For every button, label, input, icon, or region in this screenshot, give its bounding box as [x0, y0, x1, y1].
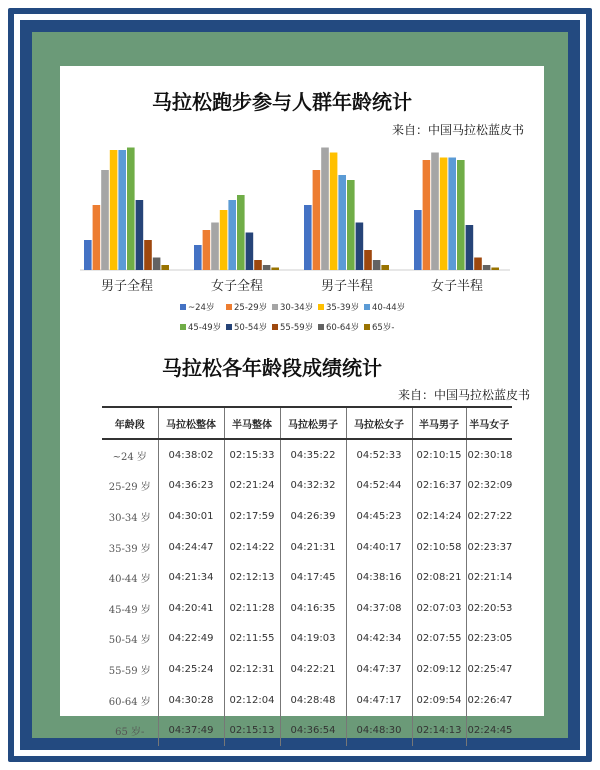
column-header: 马拉松男子: [280, 407, 346, 439]
table-cell: 04:28:48: [280, 685, 346, 716]
table-cell: 02:26:47: [466, 685, 512, 716]
bar: [474, 258, 482, 271]
bar: [220, 210, 228, 270]
bar: [321, 148, 329, 271]
legend-swatch: [318, 304, 324, 310]
bar: [254, 260, 262, 270]
table-cell: 02:10:58: [412, 532, 466, 563]
table-cell: 02:21:14: [466, 562, 512, 593]
bar: [483, 265, 491, 270]
column-header: 半马整体: [224, 407, 280, 439]
table-cell: 04:52:44: [346, 471, 412, 502]
table-cell: 02:16:37: [412, 471, 466, 502]
bar: [423, 160, 431, 270]
bar: [144, 240, 152, 270]
table-cell: 02:20:53: [466, 593, 512, 624]
bar: [161, 265, 169, 270]
bar: [364, 250, 372, 270]
table-cell: 02:10:15: [412, 439, 466, 471]
table-cell: 45-49 岁: [108, 604, 151, 616]
column-header: 年龄段: [102, 407, 158, 439]
bar: [431, 153, 439, 271]
bar: [271, 268, 279, 271]
bar: [136, 200, 144, 270]
bar: [313, 170, 321, 270]
legend-swatch: [180, 304, 186, 310]
legend-swatch: [226, 304, 232, 310]
table-cell: 02:30:18: [466, 439, 512, 471]
table-cell: 02:17:59: [224, 501, 280, 532]
table-source: 来自：中国马拉松蓝皮书: [397, 388, 530, 402]
table-cell: 02:09:54: [412, 685, 466, 716]
table-cell: 04:21:31: [280, 532, 346, 563]
table-row: [102, 593, 512, 624]
table-cell: 02:08:21: [412, 562, 466, 593]
table-cell: 04:20:41: [158, 593, 224, 624]
bar: [194, 245, 202, 270]
bar: [101, 170, 109, 270]
table-cell: 02:14:22: [224, 532, 280, 563]
legend-swatch: [180, 324, 186, 330]
bar: [414, 210, 422, 270]
table-cell: 02:25:47: [466, 654, 512, 685]
table-cell: 02:21:24: [224, 471, 280, 502]
x-tick-label: 女子半程: [430, 279, 484, 294]
bar: [153, 258, 161, 271]
chart-source: 来自：中国马拉松蓝皮书: [391, 123, 524, 137]
table-cell: 02:23:05: [466, 624, 512, 655]
table-cell: 02:12:31: [224, 654, 280, 685]
table-cell: 04:52:33: [346, 439, 412, 471]
table-cell: 02:15:13: [224, 715, 280, 746]
bar: [203, 230, 211, 270]
legend-label: 40-44岁: [372, 303, 406, 313]
table-cell: 02:09:12: [412, 654, 466, 685]
table-cell: 04:36:23: [158, 471, 224, 502]
table-cell: 04:45:23: [346, 501, 412, 532]
table-body: [102, 439, 512, 746]
column-header: 马拉松女子: [346, 407, 412, 439]
table-cell: 04:47:37: [346, 654, 412, 685]
table-cell: 04:35:22: [280, 439, 346, 471]
table-cell: 02:11:55: [224, 624, 280, 655]
bar: [237, 195, 245, 270]
table-cell: 65 岁-: [115, 727, 145, 739]
x-tick-label: 男子全程: [100, 279, 154, 294]
results-table: [102, 406, 512, 746]
table-row: [102, 501, 512, 532]
table-cell: 60-64 岁: [108, 696, 151, 708]
table-cell: 04:26:39: [280, 501, 346, 532]
table-cell: 02:12:04: [224, 685, 280, 716]
table-cell: 04:16:35: [280, 593, 346, 624]
table-cell: 04:40:17: [346, 532, 412, 563]
bar: [330, 153, 338, 271]
table-cell: 02:15:33: [224, 439, 280, 471]
table-cell: 02:27:22: [466, 501, 512, 532]
legend-swatch: [272, 304, 278, 310]
legend-swatch: [226, 324, 232, 330]
legend-label: 50-54岁: [234, 323, 268, 333]
bar: [356, 223, 364, 271]
table-row: [102, 532, 512, 563]
table-row: [102, 715, 512, 746]
table-cell: 35-39 岁: [108, 543, 151, 555]
table-header-row: [102, 407, 512, 439]
table-cell: 25-29 岁: [108, 482, 151, 494]
column-header: 半马男子: [412, 407, 466, 439]
table-cell: 04:37:49: [158, 715, 224, 746]
bar: [84, 240, 92, 270]
table-cell: 50-54 岁: [108, 635, 151, 647]
chart-title: 马拉松跑步参与人群年龄统计: [152, 90, 412, 114]
table-cell: ~24 岁: [112, 451, 147, 463]
legend-label: 55-59岁: [280, 323, 314, 333]
table-cell: 04:30:01: [158, 501, 224, 532]
column-header: 半马女子: [466, 407, 512, 439]
table-cell: 04:30:28: [158, 685, 224, 716]
bar: [246, 233, 254, 271]
bar: [338, 175, 346, 270]
legend-label: 30-34岁: [280, 303, 314, 313]
table-cell: 04:48:30: [346, 715, 412, 746]
bar: [110, 150, 118, 270]
legend-label: 60-64岁: [326, 323, 360, 333]
table-cell: 04:38:16: [346, 562, 412, 593]
legend-label: 65岁-: [372, 323, 395, 333]
table-cell: 04:38:02: [158, 439, 224, 471]
bar: [440, 158, 448, 271]
table-cell: 04:42:34: [346, 624, 412, 655]
bar: [466, 225, 474, 270]
poster-paper: [60, 66, 544, 739]
table-cell: 04:19:03: [280, 624, 346, 655]
table-cell: 04:47:17: [346, 685, 412, 716]
table-cell: 02:14:13: [412, 715, 466, 746]
legend-swatch: [318, 324, 324, 330]
legend-label: 45-49岁: [188, 323, 222, 333]
bar: [457, 160, 465, 270]
legend-swatch: [364, 304, 370, 310]
table-cell: 55-59 岁: [108, 665, 151, 677]
table-row: [102, 624, 512, 655]
column-header: 马拉松整体: [158, 407, 224, 439]
table-cell: 30-34 岁: [108, 512, 151, 524]
table-cell: 04:21:34: [158, 562, 224, 593]
table-cell: 04:37:08: [346, 593, 412, 624]
bar: [491, 268, 499, 271]
table-cell: 02:07:03: [412, 593, 466, 624]
table-cell: 02:11:28: [224, 593, 280, 624]
table-cell: 04:22:21: [280, 654, 346, 685]
legend-swatch: [364, 324, 370, 330]
table-row: [102, 562, 512, 593]
table-cell: 02:12:13: [224, 562, 280, 593]
table-row: [102, 654, 512, 685]
table-cell: 04:25:24: [158, 654, 224, 685]
bar: [373, 260, 381, 270]
table-cell: 40-44 岁: [108, 574, 151, 586]
table-cell: 04:22:49: [158, 624, 224, 655]
bar: [448, 158, 456, 271]
x-tick-label: 女子全程: [210, 279, 264, 294]
bar: [118, 150, 126, 270]
table-cell: 04:24:47: [158, 532, 224, 563]
legend-label: 25-29岁: [234, 303, 268, 313]
bar: [263, 265, 271, 270]
bar: [381, 265, 389, 270]
bar: [228, 200, 236, 270]
bar: [127, 148, 135, 271]
legend-swatch: [272, 324, 278, 330]
table-cell: 02:23:37: [466, 532, 512, 563]
bar: [93, 205, 101, 270]
table-cell: 02:14:24: [412, 501, 466, 532]
table-cell: 04:32:32: [280, 471, 346, 502]
table-row: [102, 439, 512, 471]
table-cell: 04:36:54: [280, 715, 346, 746]
table-title: 马拉松各年龄段成绩统计: [162, 356, 382, 380]
legend-label: 35-39岁: [326, 303, 360, 313]
table-cell: 02:07:55: [412, 624, 466, 655]
table-row: [102, 471, 512, 502]
table-cell: 04:17:45: [280, 562, 346, 593]
table-cell: 02:24:45: [466, 715, 512, 746]
table-row: [102, 685, 512, 716]
bar: [211, 223, 219, 271]
age-bar-chart: [60, 66, 544, 356]
x-tick-label: 男子半程: [320, 279, 374, 294]
bar: [347, 180, 355, 270]
legend-label: ~24岁: [188, 303, 215, 313]
table-cell: 02:32:09: [466, 471, 512, 502]
bar: [304, 205, 312, 270]
